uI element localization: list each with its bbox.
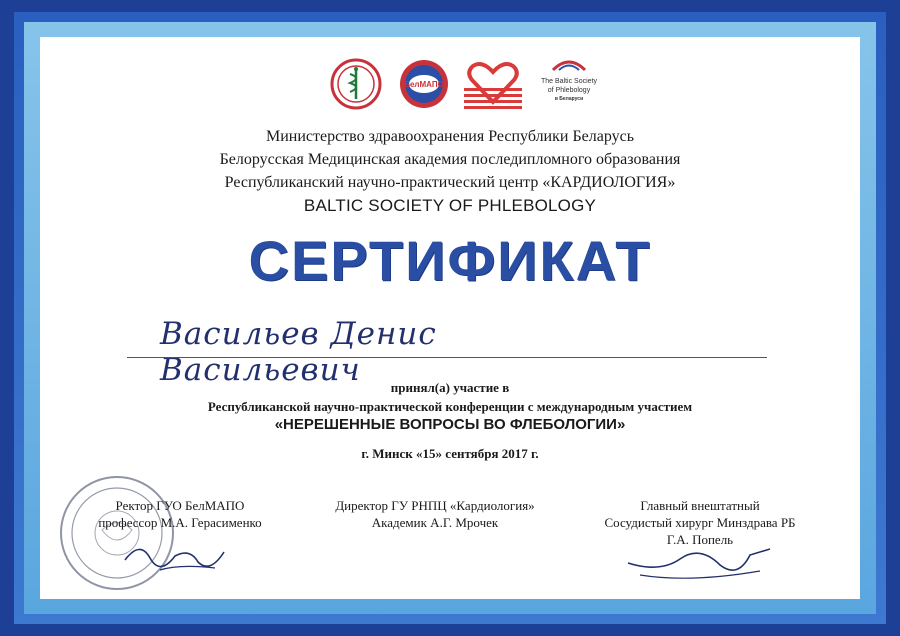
signatory-rector-name: профессор М.А. Герасименко: [98, 515, 262, 530]
baltic-society-arc-icon: [549, 58, 589, 72]
signatory-rector: [60, 497, 300, 531]
signatory-chief-surgeon-name: Г.А. Попель: [666, 532, 734, 547]
heart-cardiology-icon: [464, 58, 522, 110]
organizer-ministry: Министерство здравоохранения Республики Беларусь: [265, 128, 635, 145]
organizer-cardiology-center: Республиканский научно-практический центр «КАРДИОЛОГИЯ»: [224, 174, 676, 191]
baltic-society-logo-line3: в Беларуси: [554, 96, 584, 102]
signatory-chief-surgeon-position1: Главный внештатный: [640, 498, 760, 513]
chief-surgeon-signature: [620, 535, 780, 585]
signatory-director-position: Директор ГУ РНПЦ «Кардиология»: [335, 498, 535, 513]
baltic-society-logo-line1: The Baltic Society: [540, 78, 598, 85]
belmapo-emblem-icon: [398, 58, 450, 110]
organizer-baltic-society: BALTIC SOCIETY OF PHLEBOLOGY: [303, 196, 597, 215]
signatory-chief-surgeon-position2: Сосудистый хирург Минздрава РБ: [604, 515, 796, 530]
recipient-underline: [127, 357, 767, 358]
signatory-rector-position: Ректор ГУО БелМАПО: [115, 498, 245, 513]
rector-signature: [120, 530, 230, 580]
conference-date-place: г. Минск «15» сентября 2017 г.: [361, 446, 539, 461]
participation-text: принял(а) участие в: [390, 380, 510, 395]
conference-description: Республиканской научно-практической конференции с международным участием: [207, 399, 693, 414]
certificate-title: СЕРТИФИКАТ: [248, 229, 652, 292]
signatory-director: [315, 497, 555, 531]
conference-title: «НЕРЕШЕННЫЕ ВОПРОСЫ ВО ФЛЕБОЛОГИИ»: [274, 416, 626, 433]
signatory-director-name: Академик А.Г. Мрочек: [371, 515, 499, 530]
organizer-academy: Белорусская Медицинская академия последипломного образования: [219, 151, 681, 168]
recipient-name: Васильев Денис Васильевич: [160, 316, 437, 388]
baltic-society-logo: [536, 58, 602, 103]
baltic-society-logo-line2: of Phlebology: [547, 87, 591, 94]
belmapo-emblem-text: БелМАПО: [404, 80, 444, 89]
medical-staff-emblem-icon: [330, 58, 382, 110]
logos-row: [318, 58, 598, 116]
